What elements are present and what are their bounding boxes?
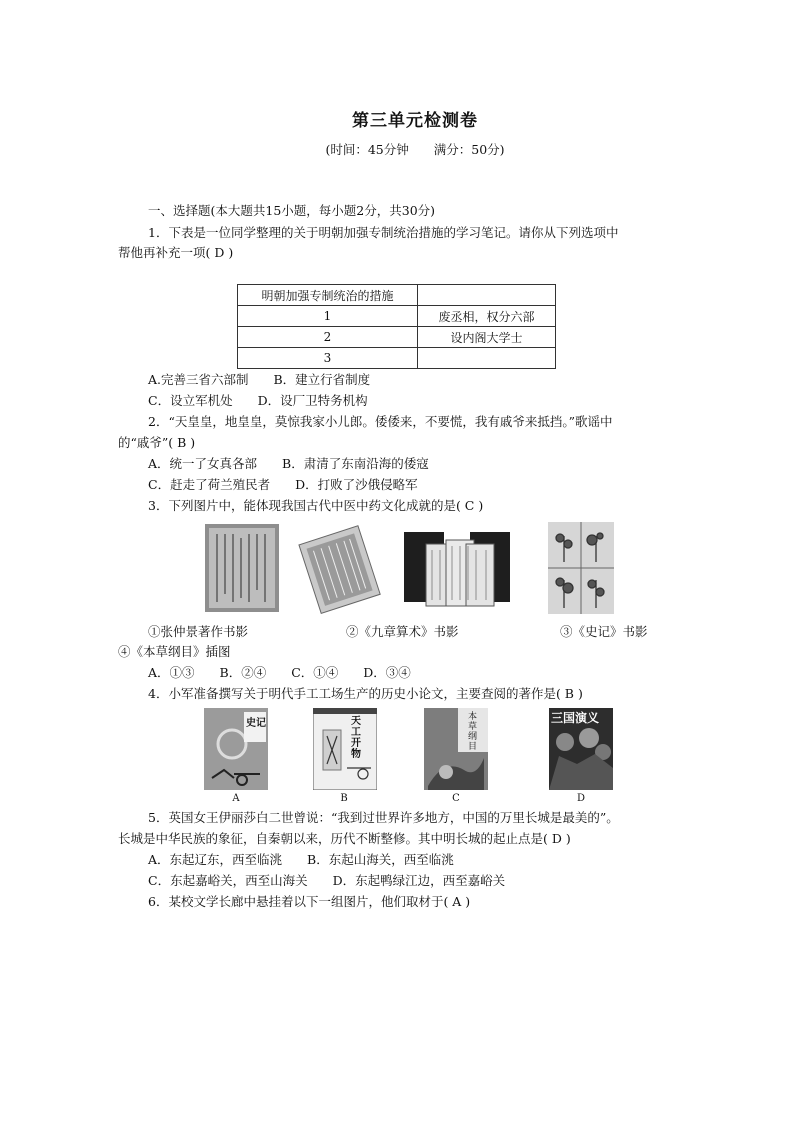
- q1-options-ab: A.完善三省六部制 B．建立行省制度: [148, 372, 371, 387]
- tiangong-kaiwu-cover-image: [313, 708, 377, 790]
- zhang-zhongjing-book-image: [205, 524, 279, 612]
- q5-options-cd: C．东起嘉峪关，西至山海关 D．东起鸭绿江边，西至嘉峪关: [148, 873, 506, 888]
- table-cell: 3: [238, 348, 418, 369]
- q1-notes-table: [237, 284, 556, 369]
- q4-label-a: A: [232, 793, 240, 804]
- table-row: [238, 285, 556, 306]
- table-row: [238, 327, 556, 348]
- tiangong-kaiwu-cover-title: 天工开物: [351, 716, 361, 760]
- q5-stem-cont: 长城是中华民族的象征，自秦朝以来，历代不断整修。其中明长城的起止点是( D ): [118, 831, 571, 846]
- shiji-cover-title: 史记: [246, 718, 266, 729]
- q2-options-ab: A．统一了女真各部 B．肃清了东南沿海的倭寇: [148, 456, 429, 471]
- q3-caption-3: ③《史记》书影: [560, 624, 648, 639]
- table-cell: 1: [238, 306, 418, 327]
- table-row: [238, 306, 556, 327]
- q2-stem: 2．“天皇皇，地皇皇，莫惊我家小儿郎。倭倭来，不要慌，我有戚爷来抵挡。”歌谣中: [148, 414, 613, 429]
- q2-options-cd: C．赶走了荷兰殖民者 D．打败了沙俄侵略军: [148, 477, 418, 492]
- page-title: 第三单元检测卷: [352, 111, 478, 131]
- sanguo-yanyi-cover-title: 三国演义: [551, 711, 600, 725]
- q1-options-cd: C．设立军机处 D．设厂卫特务机构: [148, 393, 368, 408]
- exam-time-score: (时间：45分钟 满分：50分): [325, 142, 505, 157]
- table-cell: 废丞相，权分六部: [418, 306, 556, 327]
- q5-options-ab: A．东起辽东，西至临洮 B．东起山海关，西至临洮: [148, 852, 454, 867]
- shiji-book-image: [400, 526, 514, 612]
- q1-stem: 1．下表是一位同学整理的关于明朝加强专制统治措施的学习笔记。请你从下列选项中: [148, 225, 619, 240]
- table-header: 明朝加强专制统治的措施: [238, 285, 418, 306]
- q4-stem: 4．小军准备撰写关于明代手工工场生产的历史小论文，主要查阅的著作是( B ): [148, 686, 583, 701]
- section-heading: 一、选择题(本大题共15小题，每小题2分，共30分): [148, 203, 436, 218]
- q3-caption-1: ①张仲景著作书影: [148, 624, 249, 639]
- table-cell: 2: [238, 327, 418, 348]
- sanguo-yanyi-cover-image: [549, 708, 613, 790]
- q1-stem-cont: 帮他再补充一项( D ): [118, 245, 234, 260]
- q4-label-c: C: [452, 793, 460, 804]
- q4-label-d: D: [576, 793, 586, 804]
- q6-stem: 6．某校文学长廊中悬挂着以下一组图片，他们取材于( A ): [148, 894, 471, 909]
- bencao-gangmu-cover-image: [424, 708, 488, 790]
- q3-caption-2: ②《九章算术》书影: [346, 624, 459, 639]
- q2-stem-cont: 的“戚爷”( B ): [118, 435, 196, 450]
- table-cell: [418, 348, 556, 369]
- q3-options: A．①③ B．②④ C．①④ D．③④: [148, 665, 411, 680]
- table-cell: 设内阁大学士: [418, 327, 556, 348]
- q5-stem: 5．英国女王伊丽莎白二世曾说：“我到过世界许多地方，中国的万里长城是最美的”。: [148, 810, 619, 825]
- table-row: [238, 348, 556, 369]
- jiuzhang-suanshu-book-image: [294, 520, 382, 616]
- q3-stem: 3．下列图片中，能体现我国古代中医中药文化成就的是( C ): [148, 498, 484, 513]
- shiji-cover-image: [204, 708, 268, 790]
- bencao-gangmu-illustration-image: [548, 522, 614, 614]
- q4-label-b: B: [340, 793, 348, 804]
- q3-caption-4: ④《本草纲目》插图: [118, 644, 231, 659]
- table-cell: [418, 285, 556, 306]
- bencao-gangmu-cover-title: 本草纲目: [468, 712, 478, 752]
